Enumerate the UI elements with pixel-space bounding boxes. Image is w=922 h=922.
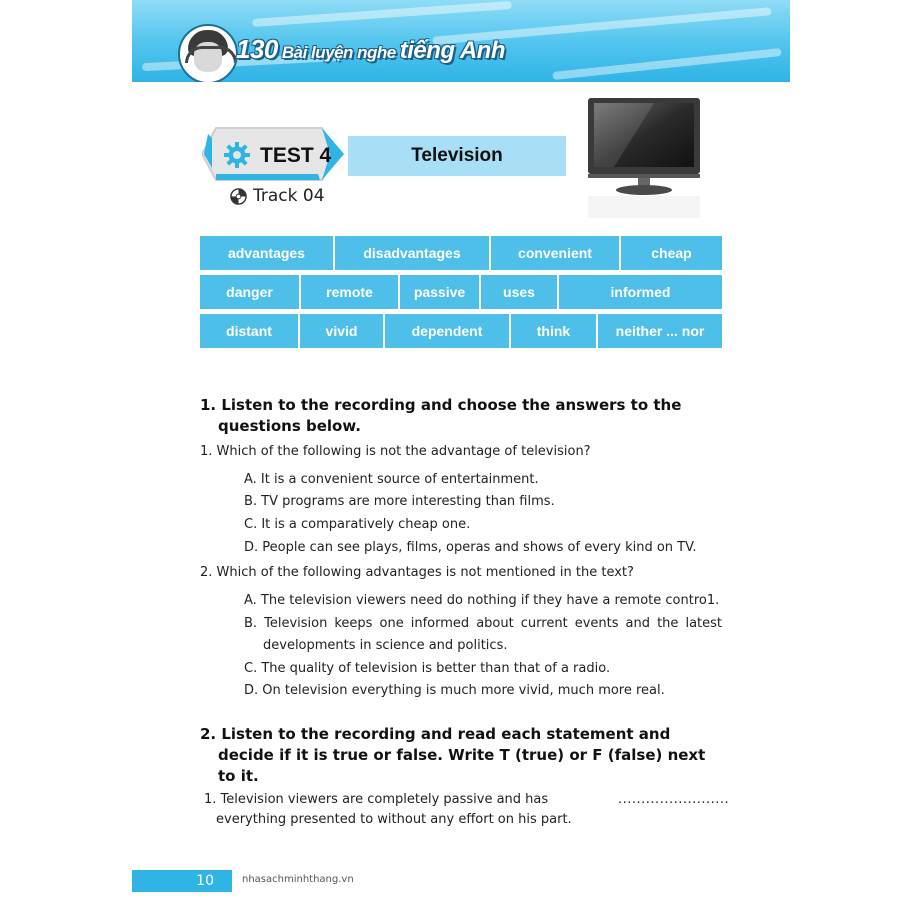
question-1-option-d: D. People can see plays, films, operas and shows of every kind on TV. bbox=[244, 540, 697, 555]
vocab-row bbox=[200, 314, 722, 348]
vocab-word: uses bbox=[481, 275, 559, 309]
vocab-word: think bbox=[511, 314, 598, 348]
headphones-avatar-icon bbox=[178, 24, 238, 82]
vocab-word: dependent bbox=[385, 314, 511, 348]
gear-icon bbox=[224, 142, 250, 168]
vocab-word: danger bbox=[200, 275, 301, 309]
vocab-word: cheap bbox=[621, 236, 722, 270]
book-title bbox=[236, 34, 505, 65]
statement-text: 1. Television viewers are completely passive and has everything presented to without any effort on his part. bbox=[204, 792, 572, 827]
test-badge bbox=[202, 118, 344, 190]
question-2-option-b: B. Television keeps one informed about current events and the latest developments in science and politics. bbox=[244, 616, 722, 653]
vocab-row bbox=[200, 236, 722, 270]
question-1-option-b: B. TV programs are more interesting than films. bbox=[244, 494, 555, 509]
section-2-title: 2. Listen to the recording and read each statement and decide if it is true or false. Write T (true) or F (false) next to it. bbox=[200, 725, 706, 785]
question-2-option-c: C. The quality of television is better than that of a radio. bbox=[244, 661, 611, 676]
question-1-option-a: A. It is a convenient source of entertainment. bbox=[244, 472, 539, 487]
book-title-number: 130 bbox=[236, 34, 278, 64]
header-banner bbox=[132, 0, 790, 82]
answer-blank: ........................ bbox=[618, 792, 730, 807]
true-false-statement-1 bbox=[204, 790, 730, 830]
topic-title: Television bbox=[348, 136, 566, 176]
page-number: 10 bbox=[132, 870, 232, 892]
vocab-row bbox=[200, 275, 722, 309]
cd-icon bbox=[230, 188, 247, 205]
book-page bbox=[132, 0, 790, 922]
publisher-website: nhasachminhthang.vn bbox=[242, 874, 354, 885]
vocab-word: remote bbox=[301, 275, 400, 309]
question-2-option-a: A. The television viewers need do nothing if they have a remote contro1. bbox=[244, 593, 720, 608]
vocabulary-grid bbox=[200, 236, 722, 353]
vocab-word: informed bbox=[559, 275, 722, 309]
vocab-word: passive bbox=[400, 275, 481, 309]
track-info bbox=[230, 186, 325, 206]
question-2-option-d: D. On television everything is much more vivid, much more real. bbox=[244, 683, 665, 698]
track-label: Track 04 bbox=[253, 186, 325, 206]
book-title-middle: Bài luyện nghe bbox=[281, 43, 396, 62]
test-label: TEST 4 bbox=[260, 144, 332, 167]
television-icon bbox=[584, 96, 704, 220]
vocab-word: neither ... nor bbox=[598, 314, 722, 348]
vocab-word: distant bbox=[200, 314, 300, 348]
question-1: 1. Which of the following is not the advantage of television? bbox=[200, 444, 591, 459]
vocab-word: vivid bbox=[300, 314, 385, 348]
question-2: 2. Which of the following advantages is not mentioned in the text? bbox=[200, 565, 634, 580]
vocab-word: advantages bbox=[200, 236, 335, 270]
book-title-language: tiếng Anh bbox=[399, 37, 505, 64]
question-1-option-c: C. It is a comparatively cheap one. bbox=[244, 517, 471, 532]
vocab-word: disadvantages bbox=[335, 236, 491, 270]
vocab-word: convenient bbox=[491, 236, 621, 270]
section-1-title: 1. Listen to the recording and choose the answers to the questions below. bbox=[200, 396, 682, 435]
